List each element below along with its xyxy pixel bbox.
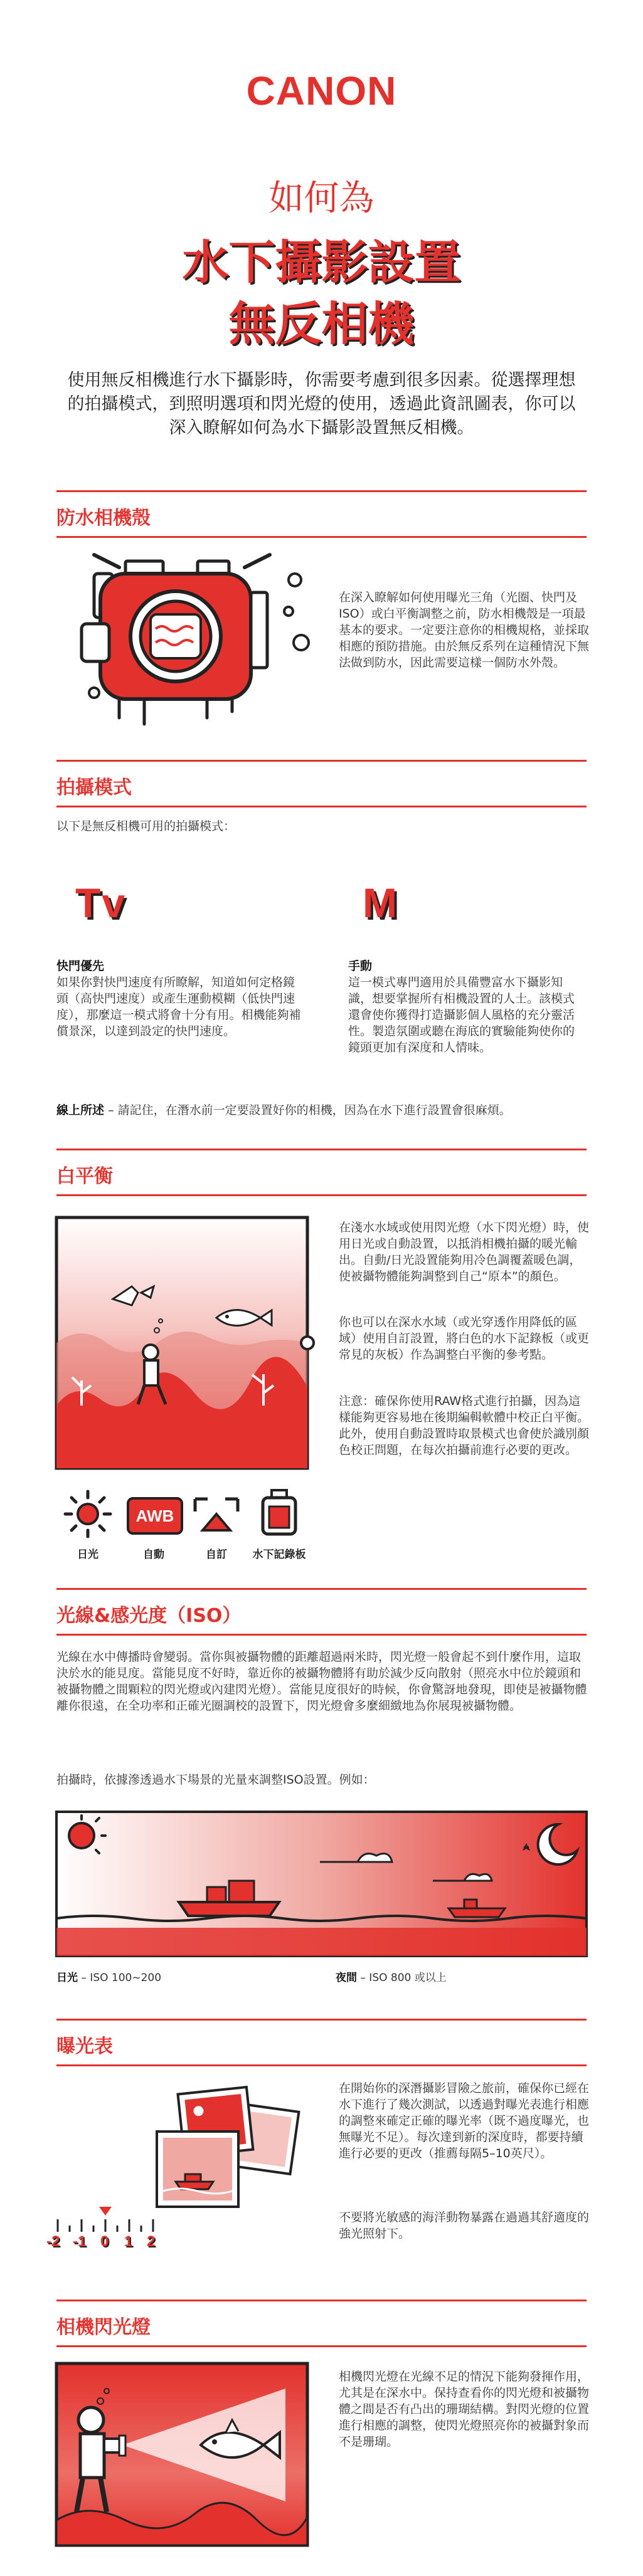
exposure-scale-p1: 1: [124, 2233, 133, 2250]
title-line-3: 無反相機: [228, 297, 415, 351]
underwater-scene-illustration: [56, 1217, 320, 1468]
exposure-text-1: 在開始你的深潛攝影冒險之旅前，確保你已經在水下進行了幾次測試，以透過對曝光表進行相應的調整來確定正確的曝光率（既不過度曝光，也無曝光不足）。每次達到新的深度時，都要持續進行必要的更改（推薦每隔5–10英尺）。: [339, 2081, 590, 2160]
tv-mode-icon: Tv: [75, 880, 127, 926]
exposure-scale-ticks: [51, 2219, 164, 2232]
section-wb-title: 白平衡: [56, 1165, 113, 1187]
wb-text-3: 注意：確保你使用RAW格式進行拍攝，因為這樣能夠更容易地在後期編輯軟體中校正白平衡。此外，使用自動設置時取景模式也會使於識別顏色校正問題，在每次拍攝前進行必要的更改。: [339, 1394, 590, 1457]
iso-night-bold: 夜間: [336, 1972, 357, 1984]
slate-icon: [260, 1489, 298, 1537]
section-modes-title: 拍攝模式: [56, 777, 132, 799]
section-iso-title: 光線&感光度（ISO）: [56, 1605, 242, 1627]
m-mode-text: 這一模式專門適用於具備豐富水下攝影知識，想要掌握所有相機設置的人士。該模式還會使你獲得打造攝影個人風格的充分靈活性。製造氛圍或聽在海底的實驗能夠使你的鏡頭更加有深度和人情味。: [348, 975, 575, 1054]
wb-text-1: 在淺水水域或使用閃光燈（水下閃光燈）時，使用日光或自動設置，以抵消相機拍攝的暖光輸出。自動/日光設置能夠用冷色調覆蓋暖色調，使被攝物體能夠調整到自己“原本”的顏色。: [339, 1221, 590, 1283]
iso-text-2: 拍攝時，依據滲透過水下場景的光量來調整ISO設置。例如：: [56, 1773, 375, 1787]
title-line-1: 如何為: [268, 178, 375, 219]
awb-icon: AWB: [127, 1497, 183, 1535]
wb-label-custom: 自訂: [206, 1548, 227, 1561]
exposure-scale-pointer: [99, 2207, 112, 2217]
tv-mode-title: 快門優先: [56, 959, 105, 973]
exposure-text-2: 不要將光敏感的海洋動物暴露在過過其舒適度的強光照射下。: [339, 2211, 590, 2241]
modes-bottom-text: – 請記住，在潛水前一定要設置好你的相機，因為在水下進行設置會很麻煩。: [108, 1103, 511, 1117]
day-night-illustration: [56, 1812, 587, 1962]
exposure-scale-m2: -2: [46, 2233, 60, 2250]
iso-day-caption: [56, 1969, 161, 1984]
housing-text: 在深入瞭解如何使用曝光三角（光圈、快門及ISO）或白平衡調整之前，防水相機殼是一項最基本的要求。一定要注意你的相機規格，並採取相應的預防措施。由於無反系列在這種情況下無法做到防水，因此需要這樣一個防水外殼。: [339, 591, 590, 670]
canon-logo: CANON: [246, 68, 397, 113]
flash-text: 相機閃光燈在光線不足的情況下能夠發揮作用，尤其是在深水中。保持查看你的閃光燈和被攝物體之間是否有凸出的珊瑚結構。對閃光燈的位置進行相應的調整，使閃光燈照亮你的被攝對象而不是珊瑚。: [339, 2370, 590, 2449]
m-mode-icon: M: [363, 880, 397, 926]
title-line-2: 水下攝影設置: [182, 236, 461, 290]
diver-flash-illustration: [56, 2363, 320, 2552]
section-wb-header: [56, 1149, 587, 1196]
exposure-photos-illustration: [157, 2088, 307, 2213]
section-housing-title: 防水相機殼: [56, 507, 151, 529]
section-exposure-header: [56, 2019, 587, 2066]
wb-label-daylight: 日光: [77, 1548, 98, 1561]
tv-mode-text: 如果你對快門速度有所瞭解，知道如何定格鏡頭（高快門速度）或產生運動模糊（低快門速度），那麼這一模式將會十分有用。相機能夠補償景深，以達到設定的快門速度。: [56, 975, 301, 1038]
sun-icon: [63, 1489, 113, 1539]
modes-lead: 以下是無反相機可用的拍攝模式：: [56, 819, 236, 833]
wb-text-2: 你也可以在深水水域（或光穿透作用降低的區域）使用自訂設置，將白色的水下記錄板（或更常見的灰板）作為調整白平衡的參考點。: [339, 1315, 590, 1362]
camera-housing-icon: [82, 555, 320, 730]
section-housing-header: [56, 490, 587, 538]
iso-night-caption: [336, 1969, 447, 1984]
iso-text-1: 光線在水中傳播時會變弱。當你與被攝物體的距離超過兩米時，閃光燈一般會起不到什麼作用，這取決於水的能見度。當能見度不好時，靠近你的被攝物體將有助於減少反向散射（照亮水中位於鏡頭和被攝物體之間顆粒的閃光燈或內建閃光燈）。當能見度很好的時候，你會驚訝地發現，即使是被攝物體離你很遠，在全功率和正確光圈調校的設置下，閃光燈會多麼細緻地為你展現被攝物體。: [56, 1650, 587, 1713]
section-flash-title: 相機閃光燈: [56, 2316, 151, 2338]
section-flash-header: [56, 2300, 587, 2347]
modes-bottom-note: [56, 1102, 596, 1118]
iso-day-bold: 日光: [56, 1972, 78, 1984]
section-modes-header: [56, 760, 587, 807]
iso-night-text: – ISO 800 或以上: [360, 1972, 447, 1984]
exposure-scale-0: 0: [100, 2233, 109, 2250]
exposure-scale-p2: 2: [147, 2233, 156, 2250]
section-iso-header: [56, 1588, 587, 1636]
iso-day-text: – ISO 100~200: [81, 1972, 162, 1984]
wb-label-slate: 水下記錄板: [252, 1548, 306, 1561]
section-exposure-title: 曝光表: [56, 2036, 113, 2058]
exposure-scale-m1: -1: [73, 2233, 87, 2250]
m-mode-title: 手動: [348, 959, 373, 973]
modes-bottom-bold: 線上所述: [56, 1103, 105, 1117]
wb-label-auto: 自動: [143, 1548, 164, 1561]
intro-text: 使用無反相機進行水下攝影時，你需要考慮到很多因素。從選擇理想的拍攝模式，到照明選項和閃光燈的使用，透過此資訊圖表，你可以深入瞭解如何為水下攝影設置無反相機。: [67, 371, 576, 438]
custom-wb-icon: [191, 1495, 242, 1533]
